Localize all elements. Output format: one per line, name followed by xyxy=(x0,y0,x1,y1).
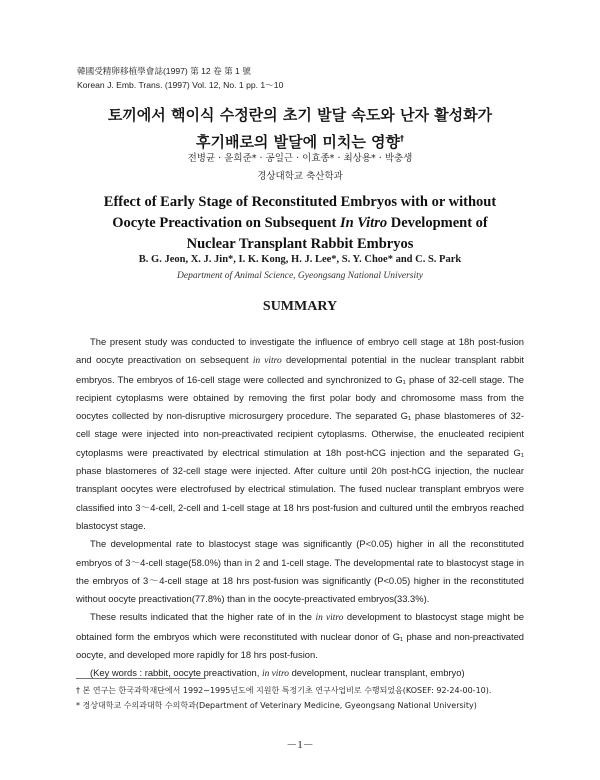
summary-paragraph-1: The present study was conducted to investigate the influence of embryo cell stage at 18h post-fusion and oocyte preactivation on sebsequent in vitro developmental potential in the nuclear transplant rabbit embryos. The embryos of 16-cell stage were collected and synchronized to G₁ phase of 32-cell stage. The recipient cytoplasms were obtained by removing the first polar body and chromosome mass from the oocytes collected by non-disruptive microsurgery procedure. The separated G₁ phase blastomeres of 32-cell stage were injected into non-preactivated recipient cytoplasms. Otherwise, the enucleated recipient cytoplasms were preactivated by electrical stimulation at 18h post-hCG injection and the separated G₁ phase blastomeres of 32-cell stage were injected. After culture until 20h post-hCG injection, the nuclear transplant oocytes were electrofused by electrical stimulation. The fused nuclear transplant embryos were classified into 3～4-cell, 2-cell and 1-cell stage at 18 hrs post-fusion and cultured until the embryos reached blastocyst stage. xyxy=(76,336,524,531)
korean-title-line-2: 후기배로의 발달에 미치는 영향† xyxy=(195,133,405,151)
funding-mark: † xyxy=(400,134,405,143)
summary-heading: SUMMARY xyxy=(262,299,338,314)
english-affiliation: Department of Animal Science, Gyeongsang National University xyxy=(177,271,423,281)
english-title xyxy=(0,192,600,255)
korean-author-block xyxy=(0,150,600,186)
korean-affiliation: 경상대학교 축산학과 xyxy=(257,171,343,182)
journal-line-english: Korean J. Emb. Trans. (1997) Vol. 12, No. 1 pp. 1～10 xyxy=(77,80,284,90)
english-title-line-3: Nuclear Transplant Rabbit Embryos xyxy=(186,236,414,252)
english-title-line-2: Oocyte Preactivation on Subsequent In Vitro Development of xyxy=(112,215,488,231)
footnote-divider xyxy=(76,678,206,679)
footnote-funding: † 본 연구는 한국과학재단에서 1992∼1995년도에 지원한 특정기초 연구사업비로 수행되었음(KOSEF: 92-24-00-10). xyxy=(76,686,492,695)
footnotes xyxy=(76,684,526,714)
english-authors: B. G. Jeon, X. J. Jin*, I. K. Kong, H. J. Lee*, S. Y. Choe* and C. S. Park xyxy=(138,254,462,265)
footnote-affiliation: * 경상대학교 수의과대학 수의학과(Department of Veterinary Medicine, Gyeongsang National University) xyxy=(76,701,477,710)
key-words: (Key words : rabbit, oocyte preactivation, in vitro development, nuclear transplant, embryo) xyxy=(90,667,465,680)
summary-paragraph-2: The developmental rate to blastocyst stage was significantly (P<0.05) higher in all the reconstituted embryos of 3～4-cell stage(58.0%) than in 2 and 1-cell stage. The developmental rate to blastocyst stage in the embryos of 3～4-cell stage at 18 hrs post-fusion was significantly (P<0.05) higher in the reconstituted without oocyte preactivation(77.8%) than in the oocyte-preactivated embryos(33.3%). xyxy=(76,538,524,605)
korean-title xyxy=(0,104,600,154)
journal-line-korean: 韓國受精卵移植學會誌(1997) 第 12 卷 第 1 號 xyxy=(77,66,251,76)
korean-authors: 전병균 · 윤희준* · 공일근 · 이효종* · 최상용* · 박충생 xyxy=(187,153,413,164)
summary-body xyxy=(76,333,524,684)
journal-header xyxy=(77,64,283,92)
page-number: －1－ xyxy=(286,739,314,751)
summary-paragraph-3: These results indicated that the higher rate of in the in vitro development to blastocyst stage might be obtained form the embryos which were reconstituted with nuclear donor of G₁ phase and non-preactivated oocyte, and developed more rapidly for 18 hrs post-fusion. xyxy=(76,611,524,661)
english-title-line-1: Effect of Early Stage of Reconstituted Embryos with or without xyxy=(103,194,497,210)
korean-title-line-1: 토끼에서 핵이식 수정란의 초기 발달 속도와 난자 활성화가 xyxy=(107,106,493,124)
